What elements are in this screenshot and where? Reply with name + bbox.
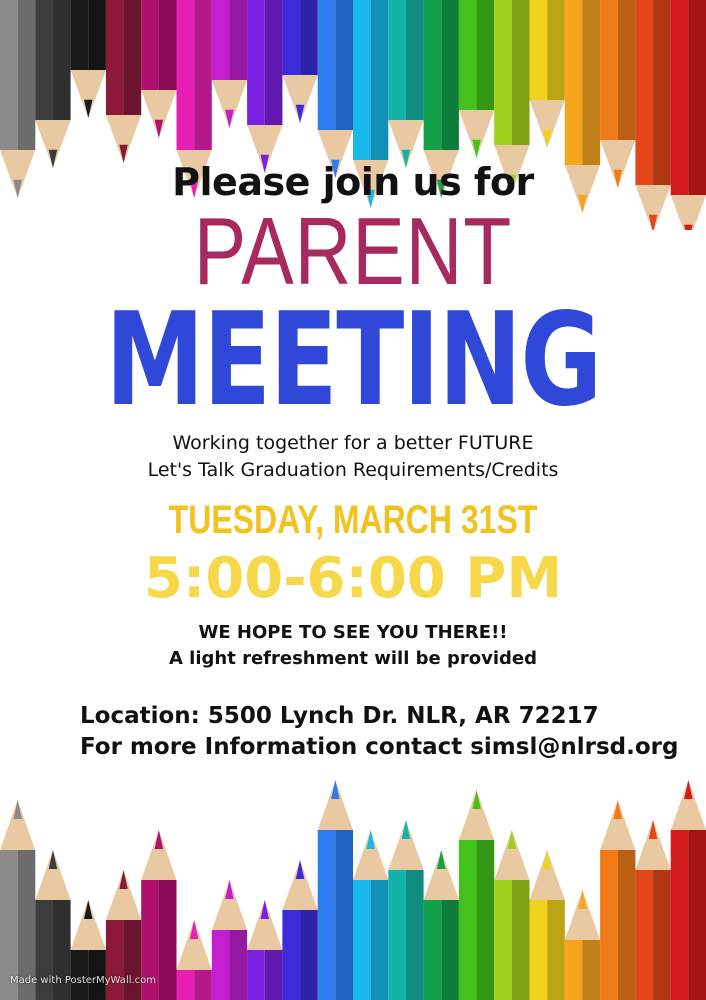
pencil-bottom	[530, 850, 565, 1000]
pencil-top	[459, 0, 494, 158]
pencil-bottom	[353, 830, 388, 1000]
watermark: Made with PosterMyWall.com	[10, 975, 157, 986]
contact-line: For more Information contact simsl@nlrsd.org	[80, 734, 679, 760]
refreshment-note: A light refreshment will be provided	[168, 648, 538, 669]
pencil-top	[35, 0, 70, 168]
pencil-bottom	[424, 850, 459, 1000]
pencil-bottom	[600, 800, 635, 1000]
pencil-bottom	[494, 830, 529, 1000]
title-meeting: MEETING	[105, 286, 601, 435]
title-parent: PARENT	[193, 198, 513, 305]
pencil-bottom	[177, 920, 212, 1000]
pencil-bottom	[635, 820, 670, 1000]
location-line: Location: 5500 Lynch Dr. NLR, AR 72217	[80, 703, 599, 729]
pencil-bottom	[671, 780, 706, 1000]
tagline: Working together for a better FUTURE	[172, 432, 534, 454]
pencil-top	[388, 0, 423, 168]
closing-line: WE HOPE TO SEE YOU THERE!!	[198, 622, 508, 643]
pencil-bottom	[459, 790, 494, 1000]
pencil-bottom	[247, 900, 282, 1000]
pencil-bottom	[388, 820, 423, 1000]
pencil-bottom	[212, 880, 247, 1000]
pencil-bottom	[0, 800, 35, 1000]
pencil-top	[141, 0, 176, 138]
pencil-top	[282, 0, 317, 123]
invite-heading: Please join us for	[172, 160, 534, 204]
pencils-bottom-decoration	[0, 760, 706, 1000]
pencil-top	[71, 0, 106, 118]
pencil-top	[530, 0, 565, 148]
pencil-bottom	[318, 780, 353, 1000]
pencil-bottom	[282, 860, 317, 1000]
event-time: 5:00-6:00 PM	[143, 546, 563, 611]
event-date: TUESDAY, MARCH 31ST	[168, 498, 538, 542]
pencil-top	[106, 0, 141, 163]
pencil-bottom	[565, 890, 600, 1000]
pencil-top	[212, 0, 247, 128]
topic-line: Let's Talk Graduation Requirements/Credits	[147, 459, 559, 481]
pencil-top	[318, 0, 353, 178]
pencil-top	[247, 0, 282, 173]
